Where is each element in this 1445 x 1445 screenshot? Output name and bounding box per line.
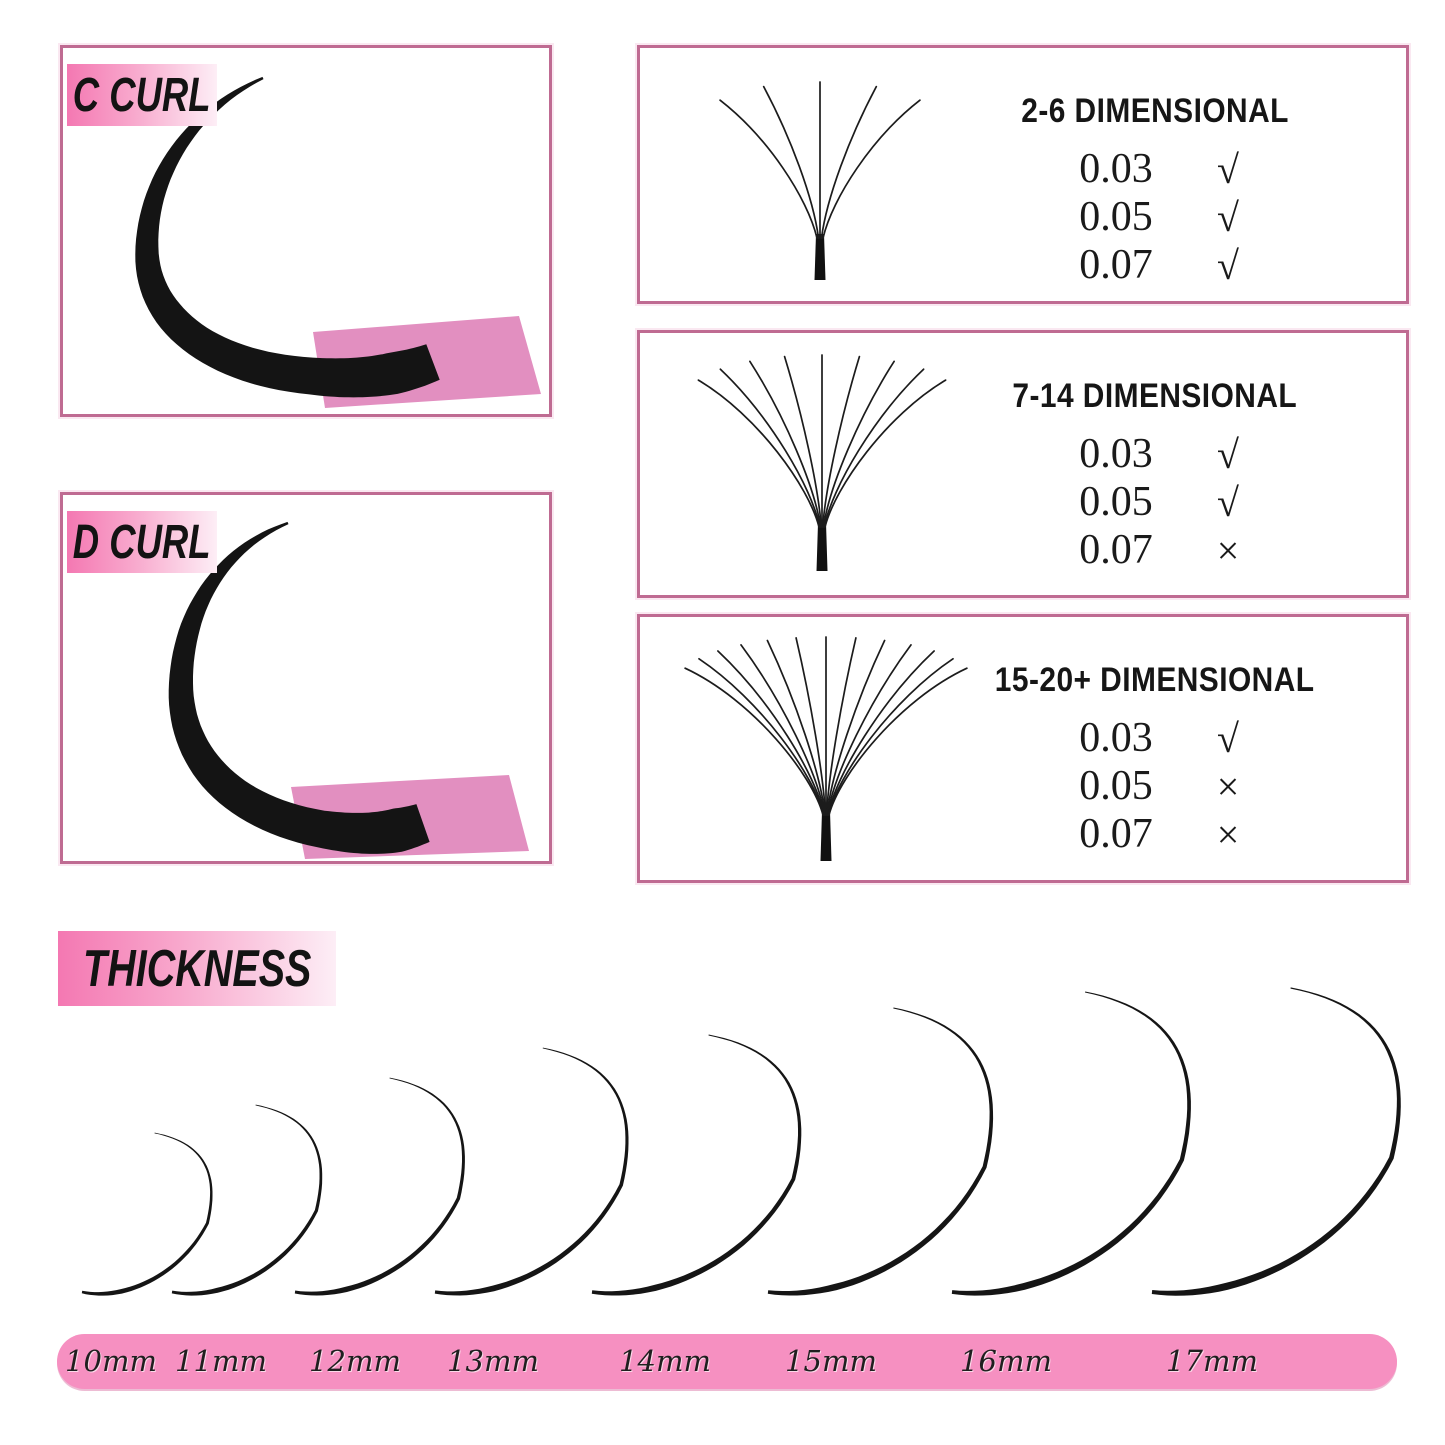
cross-icon: × [1216,527,1240,573]
table-row [1050,241,1260,289]
length-label-13mm: 13mm [447,1344,539,1378]
fan-stem [815,234,826,280]
thickness-lash [172,1105,322,1296]
check-icon: √ [1217,242,1239,288]
thickness-lash-lengths-graphic [0,980,1445,1320]
thickness-lash [82,1133,213,1296]
table-row [1050,762,1260,810]
thickness-value: 0.03 [1079,431,1153,477]
thickness-value: 0.05 [1079,479,1153,525]
table-row [1050,430,1260,478]
fan-lash [829,659,954,815]
thickness-value: 0.07 [1079,242,1153,288]
d-curl-card [60,492,552,864]
thickness-value: 0.03 [1079,146,1153,192]
thickness-availability-table [1050,145,1260,289]
thickness-title: THICKNESS [82,939,312,998]
check-icon: √ [1217,479,1239,525]
check-icon: √ [1217,194,1239,240]
c-curl-card [60,45,552,417]
dimension-title: 15-20+ DIMENSIONAL [995,661,1315,699]
length-label-17mm: 17mm [1166,1344,1258,1378]
fan-lash [825,380,946,527]
thickness-lash [592,1035,802,1296]
dimension-title: 2-6 DIMENSIONAL [1021,92,1289,130]
dimension-card-7-14 [637,330,1409,598]
c-curl-label-plate [67,64,217,126]
table-row [1050,478,1260,526]
dimension-card-7-14-text [940,333,1370,595]
dimension-card-15-20-text [940,617,1370,880]
fan-lash [823,100,920,238]
fan-lash [698,380,819,527]
thickness-availability-table [1050,714,1260,858]
table-row [1050,526,1260,574]
check-icon: √ [1217,431,1239,477]
thickness-value: 0.05 [1079,194,1153,240]
c-curl-label: C CURL [73,68,211,122]
length-label-16mm: 16mm [960,1344,1052,1378]
dimension-card-15-20 [637,614,1409,883]
dimension-title: 7-14 DIMENSIONAL [1012,377,1298,415]
length-label-14mm: 14mm [619,1344,711,1378]
thickness-value: 0.03 [1079,715,1153,761]
table-row [1050,145,1260,193]
fan-lash [699,659,824,815]
fan-lash [720,369,819,527]
cross-icon: × [1216,763,1240,809]
check-icon: √ [1217,715,1239,761]
length-label-12mm: 12mm [309,1344,401,1378]
length-label-15mm: 15mm [785,1344,877,1378]
fan-stem [817,523,828,571]
fan-stem [821,811,832,861]
d-curl-label: D CURL [73,515,211,569]
check-icon: √ [1217,146,1239,192]
thickness-value: 0.07 [1079,811,1153,857]
length-label-10mm: 10mm [65,1344,157,1378]
length-scale-bar [57,1334,1397,1389]
d-curl-label-plate [67,511,217,573]
thickness-lash [1152,987,1401,1295]
fan-lash [720,100,817,238]
dimension-card-2-6 [637,45,1409,304]
thickness-value: 0.07 [1079,527,1153,573]
thickness-lash [768,1008,993,1296]
table-row [1050,714,1260,762]
dimension-card-2-6-text [940,48,1370,301]
table-row [1050,193,1260,241]
cross-icon: × [1216,811,1240,857]
length-label-11mm: 11mm [175,1344,267,1378]
fan-lash [824,369,923,527]
table-row [1050,810,1260,858]
thickness-value: 0.05 [1079,763,1153,809]
thickness-availability-table [1050,430,1260,574]
